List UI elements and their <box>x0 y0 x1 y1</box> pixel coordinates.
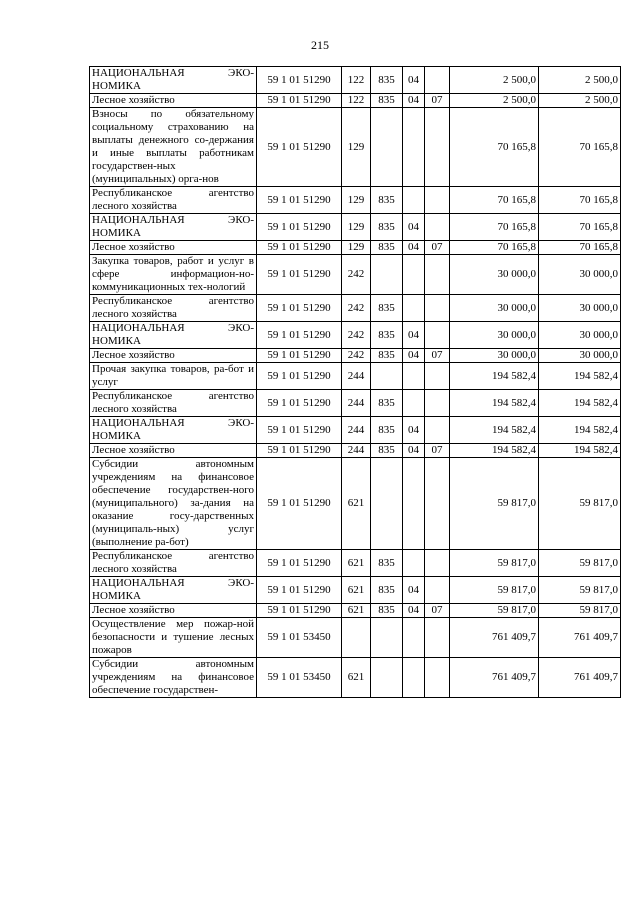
table-row <box>90 108 621 187</box>
amount-year2-cell: 2 500,0 <box>539 94 621 108</box>
table-row <box>90 295 621 322</box>
row-name-cell: Лесное хозяйство <box>90 444 257 458</box>
amount-year1-cell: 70 165,8 <box>450 241 539 255</box>
administrator-code-cell: 835 <box>371 214 403 241</box>
amount-year1-cell: 761 409,7 <box>450 658 539 698</box>
table-row <box>90 255 621 295</box>
row-name-cell: НАЦИОНАЛЬНАЯ ЭКО-НОМИКА <box>90 577 257 604</box>
administrator-code-cell: 835 <box>371 94 403 108</box>
administrator-code-cell: 835 <box>371 417 403 444</box>
subsection-code-cell <box>425 187 450 214</box>
table-row <box>90 94 621 108</box>
row-name-cell: Осуществление мер пожар-ной безопасности и тушение лесных пожаров <box>90 618 257 658</box>
amount-year2-cell: 59 817,0 <box>539 550 621 577</box>
table-row <box>90 577 621 604</box>
expense-type-code-cell: 242 <box>342 255 371 295</box>
administrator-code-cell: 835 <box>371 444 403 458</box>
section-code-cell: 04 <box>403 444 425 458</box>
expense-type-code-cell <box>342 618 371 658</box>
subsection-code-cell: 07 <box>425 349 450 363</box>
amount-year2-cell: 2 500,0 <box>539 67 621 94</box>
amount-year1-cell: 30 000,0 <box>450 349 539 363</box>
amount-year1-cell: 761 409,7 <box>450 618 539 658</box>
section-code-cell: 04 <box>403 214 425 241</box>
target-article-code-cell: 59 1 01 51290 <box>257 295 342 322</box>
amount-year1-cell: 59 817,0 <box>450 604 539 618</box>
table-row <box>90 214 621 241</box>
amount-year1-cell: 2 500,0 <box>450 67 539 94</box>
expense-type-code-cell: 129 <box>342 187 371 214</box>
amount-year2-cell: 194 582,4 <box>539 363 621 390</box>
expense-type-code-cell: 621 <box>342 604 371 618</box>
row-name-cell: Закупка товаров, работ и услуг в сфере информацион-но-коммуникационных тех-нологий <box>90 255 257 295</box>
row-name-cell: Республиканское агентство лесного хозяйства <box>90 550 257 577</box>
amount-year2-cell: 70 165,8 <box>539 214 621 241</box>
administrator-code-cell: 835 <box>371 187 403 214</box>
administrator-code-cell: 835 <box>371 390 403 417</box>
table-row <box>90 67 621 94</box>
amount-year2-cell: 30 000,0 <box>539 322 621 349</box>
amount-year1-cell: 30 000,0 <box>450 322 539 349</box>
amount-year2-cell: 194 582,4 <box>539 390 621 417</box>
amount-year1-cell: 194 582,4 <box>450 363 539 390</box>
expense-type-code-cell: 242 <box>342 349 371 363</box>
section-code-cell: 04 <box>403 67 425 94</box>
subsection-code-cell <box>425 363 450 390</box>
amount-year2-cell: 761 409,7 <box>539 658 621 698</box>
amount-year1-cell: 2 500,0 <box>450 94 539 108</box>
target-article-code-cell: 59 1 01 51290 <box>257 458 342 550</box>
row-name-cell: НАЦИОНАЛЬНАЯ ЭКО-НОМИКА <box>90 417 257 444</box>
administrator-code-cell: 835 <box>371 349 403 363</box>
subsection-code-cell <box>425 214 450 241</box>
section-code-cell: 04 <box>403 241 425 255</box>
row-name-cell: НАЦИОНАЛЬНАЯ ЭКО-НОМИКА <box>90 214 257 241</box>
subsection-code-cell <box>425 67 450 94</box>
target-article-code-cell: 59 1 01 51290 <box>257 363 342 390</box>
target-article-code-cell: 59 1 01 51290 <box>257 417 342 444</box>
amount-year1-cell: 194 582,4 <box>450 390 539 417</box>
subsection-code-cell <box>425 458 450 550</box>
section-code-cell: 04 <box>403 322 425 349</box>
administrator-code-cell <box>371 658 403 698</box>
expense-type-code-cell: 129 <box>342 214 371 241</box>
amount-year2-cell: 70 165,8 <box>539 187 621 214</box>
section-code-cell <box>403 187 425 214</box>
table-row <box>90 241 621 255</box>
expense-type-code-cell: 244 <box>342 417 371 444</box>
section-code-cell <box>403 295 425 322</box>
expense-type-code-cell: 122 <box>342 94 371 108</box>
table-row <box>90 458 621 550</box>
row-name-cell: Лесное хозяйство <box>90 604 257 618</box>
amount-year1-cell: 30 000,0 <box>450 255 539 295</box>
target-article-code-cell: 59 1 01 51290 <box>257 187 342 214</box>
table-row <box>90 604 621 618</box>
subsection-code-cell <box>425 255 450 295</box>
table-row <box>90 618 621 658</box>
amount-year2-cell: 59 817,0 <box>539 577 621 604</box>
table-row <box>90 417 621 444</box>
administrator-code-cell: 835 <box>371 67 403 94</box>
target-article-code-cell: 59 1 01 53450 <box>257 618 342 658</box>
page-number: 215 <box>311 38 329 52</box>
target-article-code-cell: 59 1 01 53450 <box>257 658 342 698</box>
administrator-code-cell <box>371 363 403 390</box>
subsection-code-cell <box>425 390 450 417</box>
administrator-code-cell <box>371 618 403 658</box>
amount-year1-cell: 70 165,8 <box>450 214 539 241</box>
target-article-code-cell: 59 1 01 51290 <box>257 444 342 458</box>
expense-type-code-cell: 244 <box>342 363 371 390</box>
table-row <box>90 658 621 698</box>
section-code-cell: 04 <box>403 604 425 618</box>
administrator-code-cell: 835 <box>371 295 403 322</box>
row-name-cell: Взносы по обязательному социальному страхованию на выплаты денежного со-держания и иные выплаты работникам государствен-ных (муниципальных) орга-нов <box>90 108 257 187</box>
subsection-code-cell <box>425 618 450 658</box>
amount-year2-cell: 59 817,0 <box>539 604 621 618</box>
amount-year2-cell: 30 000,0 <box>539 295 621 322</box>
row-name-cell: НАЦИОНАЛЬНАЯ ЭКО-НОМИКА <box>90 322 257 349</box>
amount-year1-cell: 194 582,4 <box>450 417 539 444</box>
target-article-code-cell: 59 1 01 51290 <box>257 577 342 604</box>
target-article-code-cell: 59 1 01 51290 <box>257 390 342 417</box>
subsection-code-cell <box>425 417 450 444</box>
subsection-code-cell: 07 <box>425 241 450 255</box>
expense-type-code-cell: 621 <box>342 577 371 604</box>
administrator-code-cell <box>371 108 403 187</box>
table-row <box>90 390 621 417</box>
target-article-code-cell: 59 1 01 51290 <box>257 349 342 363</box>
subsection-code-cell <box>425 108 450 187</box>
target-article-code-cell: 59 1 01 51290 <box>257 550 342 577</box>
amount-year1-cell: 30 000,0 <box>450 295 539 322</box>
row-name-cell: НАЦИОНАЛЬНАЯ ЭКО-НОМИКА <box>90 67 257 94</box>
amount-year1-cell: 70 165,8 <box>450 108 539 187</box>
amount-year1-cell: 59 817,0 <box>450 577 539 604</box>
subsection-code-cell <box>425 322 450 349</box>
table-row <box>90 322 621 349</box>
expense-type-code-cell: 244 <box>342 390 371 417</box>
amount-year1-cell: 194 582,4 <box>450 444 539 458</box>
section-code-cell: 04 <box>403 417 425 444</box>
section-code-cell <box>403 658 425 698</box>
row-name-cell: Республиканское агентство лесного хозяйства <box>90 187 257 214</box>
administrator-code-cell: 835 <box>371 550 403 577</box>
row-name-cell: Прочая закупка товаров, ра-бот и услуг <box>90 363 257 390</box>
amount-year2-cell: 70 165,8 <box>539 108 621 187</box>
amount-year1-cell: 59 817,0 <box>450 458 539 550</box>
row-name-cell: Лесное хозяйство <box>90 94 257 108</box>
table-row <box>90 349 621 363</box>
target-article-code-cell: 59 1 01 51290 <box>257 108 342 187</box>
section-code-cell <box>403 550 425 577</box>
section-code-cell <box>403 363 425 390</box>
row-name-cell: Республиканское агентство лесного хозяйства <box>90 295 257 322</box>
subsection-code-cell: 07 <box>425 604 450 618</box>
section-code-cell <box>403 255 425 295</box>
row-name-cell: Субсидии автономным учреждениям на финансовое обеспечение государствен- <box>90 658 257 698</box>
expense-type-code-cell: 129 <box>342 241 371 255</box>
amount-year1-cell: 70 165,8 <box>450 187 539 214</box>
section-code-cell: 04 <box>403 577 425 604</box>
expense-type-code-cell: 621 <box>342 550 371 577</box>
row-name-cell: Республиканское агентство лесного хозяйства <box>90 390 257 417</box>
row-name-cell: Субсидии автономным учреждениям на финансовое обеспечение государствен-ного (муниципального) за-дания на оказание госу-дарственных (муниципаль-ных) услуг (выполнение ра-бот) <box>90 458 257 550</box>
target-article-code-cell: 59 1 01 51290 <box>257 94 342 108</box>
target-article-code-cell: 59 1 01 51290 <box>257 604 342 618</box>
target-article-code-cell: 59 1 01 51290 <box>257 241 342 255</box>
amount-year2-cell: 194 582,4 <box>539 417 621 444</box>
administrator-code-cell <box>371 458 403 550</box>
section-code-cell <box>403 618 425 658</box>
amount-year2-cell: 761 409,7 <box>539 618 621 658</box>
target-article-code-cell: 59 1 01 51290 <box>257 214 342 241</box>
administrator-code-cell <box>371 255 403 295</box>
target-article-code-cell: 59 1 01 51290 <box>257 255 342 295</box>
amount-year2-cell: 30 000,0 <box>539 255 621 295</box>
section-code-cell <box>403 390 425 417</box>
budget-table <box>89 66 621 698</box>
expense-type-code-cell: 122 <box>342 67 371 94</box>
section-code-cell: 04 <box>403 349 425 363</box>
table-row <box>90 187 621 214</box>
subsection-code-cell <box>425 658 450 698</box>
administrator-code-cell: 835 <box>371 322 403 349</box>
table-row <box>90 550 621 577</box>
subsection-code-cell: 07 <box>425 444 450 458</box>
expense-type-code-cell: 621 <box>342 658 371 698</box>
table-row <box>90 444 621 458</box>
administrator-code-cell: 835 <box>371 604 403 618</box>
amount-year2-cell: 30 000,0 <box>539 349 621 363</box>
section-code-cell: 04 <box>403 94 425 108</box>
expense-type-code-cell: 244 <box>342 444 371 458</box>
subsection-code-cell <box>425 577 450 604</box>
subsection-code-cell <box>425 295 450 322</box>
amount-year2-cell: 70 165,8 <box>539 241 621 255</box>
table-body <box>90 67 621 698</box>
administrator-code-cell: 835 <box>371 577 403 604</box>
row-name-cell: Лесное хозяйство <box>90 349 257 363</box>
expense-type-code-cell: 242 <box>342 322 371 349</box>
row-name-cell: Лесное хозяйство <box>90 241 257 255</box>
section-code-cell <box>403 458 425 550</box>
amount-year1-cell: 59 817,0 <box>450 550 539 577</box>
subsection-code-cell <box>425 550 450 577</box>
amount-year2-cell: 59 817,0 <box>539 458 621 550</box>
target-article-code-cell: 59 1 01 51290 <box>257 322 342 349</box>
administrator-code-cell: 835 <box>371 241 403 255</box>
expense-type-code-cell: 129 <box>342 108 371 187</box>
expense-type-code-cell: 242 <box>342 295 371 322</box>
amount-year2-cell: 194 582,4 <box>539 444 621 458</box>
target-article-code-cell: 59 1 01 51290 <box>257 67 342 94</box>
subsection-code-cell: 07 <box>425 94 450 108</box>
section-code-cell <box>403 108 425 187</box>
table-row <box>90 363 621 390</box>
expense-type-code-cell: 621 <box>342 458 371 550</box>
